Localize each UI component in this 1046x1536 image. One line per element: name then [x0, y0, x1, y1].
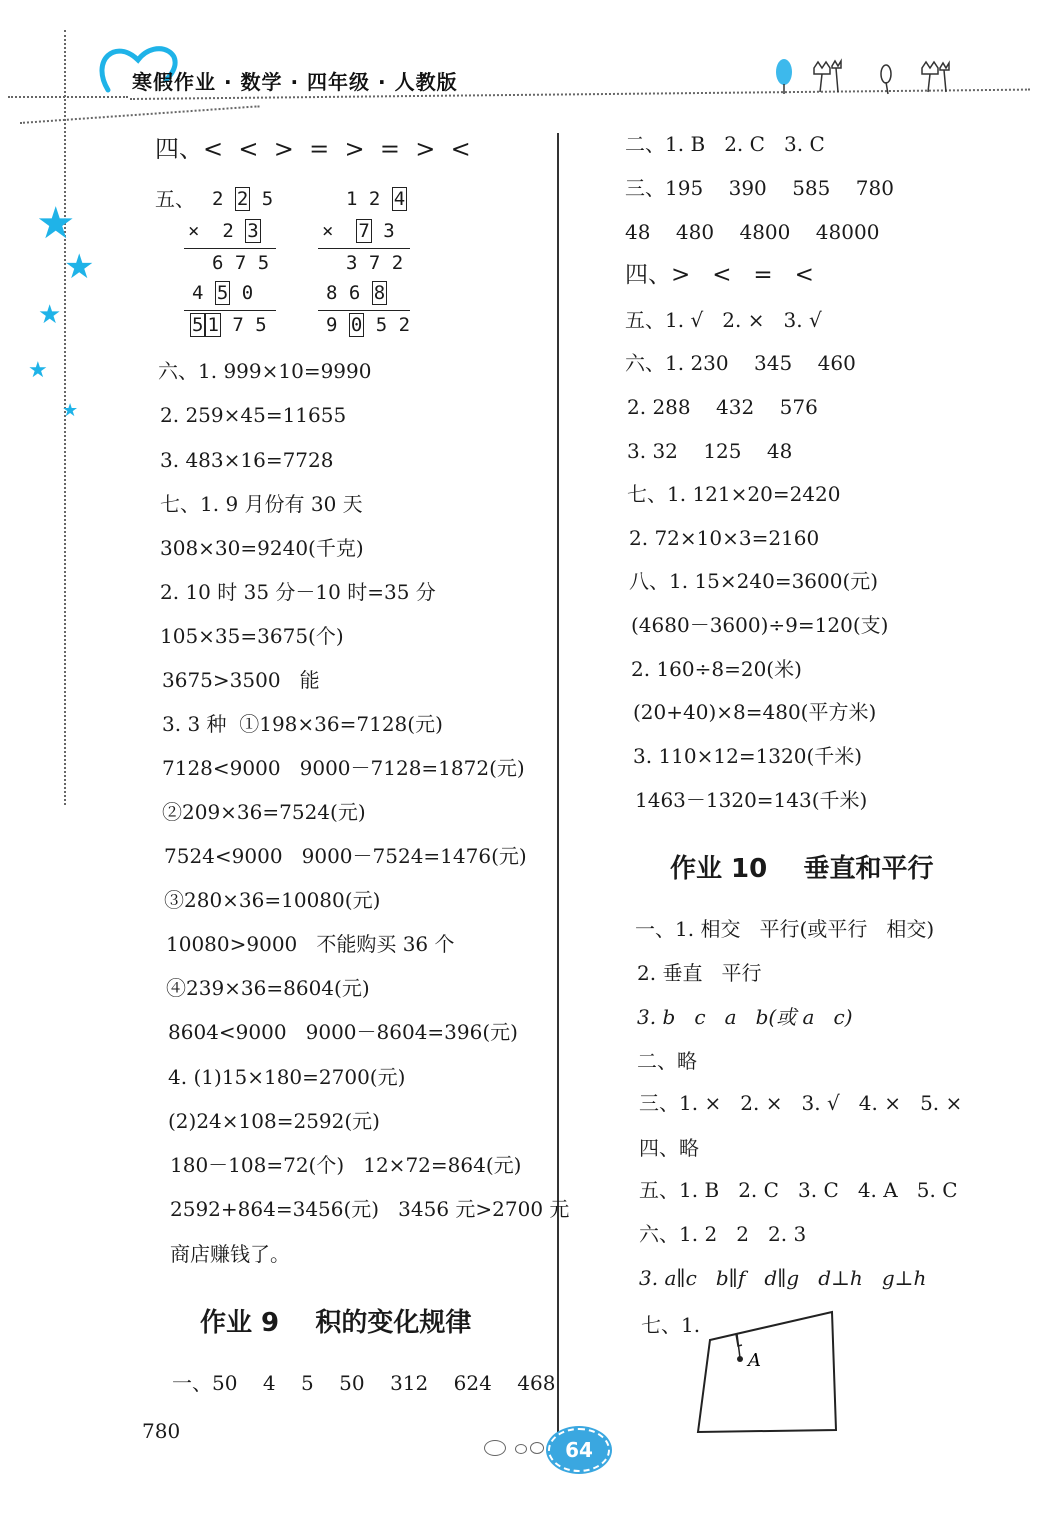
answer-line: 2. 288 432 576 — [627, 395, 818, 419]
point-label: A — [748, 1350, 761, 1371]
answer-line: 3. 483×16=7728 — [160, 448, 334, 472]
answer-line: 3. 3 种 ①198×36=7128(元) — [162, 712, 443, 736]
answer-line: 七、1. 9 月份有 30 天 — [160, 492, 363, 516]
answer-line: 一、1. 相交 平行(或平行 相交) — [635, 917, 935, 941]
decor-circle — [515, 1444, 527, 1454]
answer-line: 3. 32 125 48 — [627, 439, 793, 463]
answer-line: 二、1. B 2. C 3. C — [625, 132, 825, 156]
answer-line: 三、195 390 585 780 — [625, 176, 894, 200]
answer-line: 五、1. B 2. C 3. C 4. A 5. C — [639, 1178, 958, 1202]
answer-line: 六、1. 999×10=9990 — [158, 359, 372, 383]
answer-line: 商店赚钱了。 — [170, 1242, 290, 1266]
decor-circle — [530, 1442, 544, 1454]
answer-line: 四、略 — [639, 1136, 699, 1160]
answer-line: 2. 垂直 平行 — [637, 961, 762, 985]
answer-line: 五、1. √ 2. × 3. √ — [625, 308, 822, 332]
page-number: 64 — [548, 1428, 610, 1472]
quadrilateral-figure — [690, 1304, 850, 1440]
answer-line: 八、1. 15×240=3600(元) — [629, 569, 879, 593]
answer-line: 308×30=9240(千克) — [160, 536, 364, 560]
answer-line: 7524<9000 9000－7524=1476(元) — [164, 844, 527, 868]
answer-line: 2. 72×10×3=2160 — [629, 526, 820, 550]
answer-line: 780 — [142, 1419, 181, 1443]
answer-line: 3. 110×12=1320(千米) — [633, 744, 863, 768]
answer-q4: 四、< < > = > = > < — [155, 135, 471, 163]
answer-line: 1463－1320=143(千米) — [635, 788, 868, 812]
answer-line: ③280×36=10080(元) — [164, 888, 381, 912]
answer-line: 七、1. — [641, 1313, 701, 1337]
answer-line: 7128<9000 9000－7128=1872(元) — [162, 756, 525, 780]
star-icon: ★ — [28, 358, 48, 383]
answer-line: 8604<9000 9000－8604=396(元) — [168, 1020, 518, 1044]
answer-line: 10080>9000 不能购买 36 个 — [166, 932, 455, 956]
star-icon: ★ — [64, 247, 95, 287]
star-icon: ★ — [38, 300, 62, 330]
section-9-title: 作业 9 积的变化规律 — [200, 1308, 472, 1338]
column-divider — [557, 133, 559, 1438]
answer-q5-label: 五、 — [155, 187, 195, 211]
answer-line: 3. a∥c b∥f d∥g d⊥h g⊥h — [639, 1266, 927, 1290]
answer-line: 2. 259×45=11655 — [160, 403, 347, 427]
answer-line: 4. (1)15×180=2700(元) — [168, 1065, 406, 1089]
answer-line: 三、1. × 2. × 3. √ 4. × 5. × — [639, 1091, 963, 1115]
answer-line: 2592+864=3456(元) 3456 元>2700 元 — [170, 1197, 570, 1221]
answer-line: 2. 160÷8=20(米) — [631, 657, 802, 681]
star-icon: ★ — [36, 198, 76, 249]
answer-line: (2)24×108=2592(元) — [168, 1109, 380, 1133]
answer-line: 六、1. 230 345 460 — [625, 351, 856, 375]
tulip-decoration-icon — [770, 56, 960, 96]
section-10-title: 作业 10 垂直和平行 — [670, 854, 934, 884]
answer-line: 一、50 4 5 50 312 624 468 — [172, 1371, 556, 1395]
answer-line: 48 480 4800 48000 — [625, 220, 880, 244]
answer-line: 2. 10 时 35 分－10 时=35 分 — [160, 580, 436, 604]
answer-line: 105×35=3675(个) — [160, 624, 344, 648]
answer-line: 六、1. 2 2 2. 3 — [639, 1222, 807, 1246]
answer-line: 180－108=72(个) 12×72=864(元) — [170, 1153, 522, 1177]
star-icon: ★ — [62, 400, 79, 421]
header-dashed-line — [8, 96, 128, 98]
answer-line: 四、> < = < — [625, 262, 814, 288]
answer-line: (20+40)×8=480(平方米) — [633, 700, 877, 724]
header-title: 寒假作业 · 数学 · 四年级 · 人教版 — [132, 70, 458, 94]
answer-line: 七、1. 121×20=2420 — [627, 482, 841, 506]
answer-line: (4680－3600)÷9=120(支) — [631, 613, 889, 637]
decor-circle — [484, 1440, 506, 1456]
answer-line: 二、略 — [637, 1049, 697, 1073]
answer-line: ④239×36=8604(元) — [166, 976, 370, 1000]
answer-line: 3675>3500 能 — [162, 668, 320, 692]
answer-line: ②209×36=7524(元) — [162, 800, 366, 824]
answer-line: 3. b c a b(或 a c) — [637, 1005, 853, 1029]
